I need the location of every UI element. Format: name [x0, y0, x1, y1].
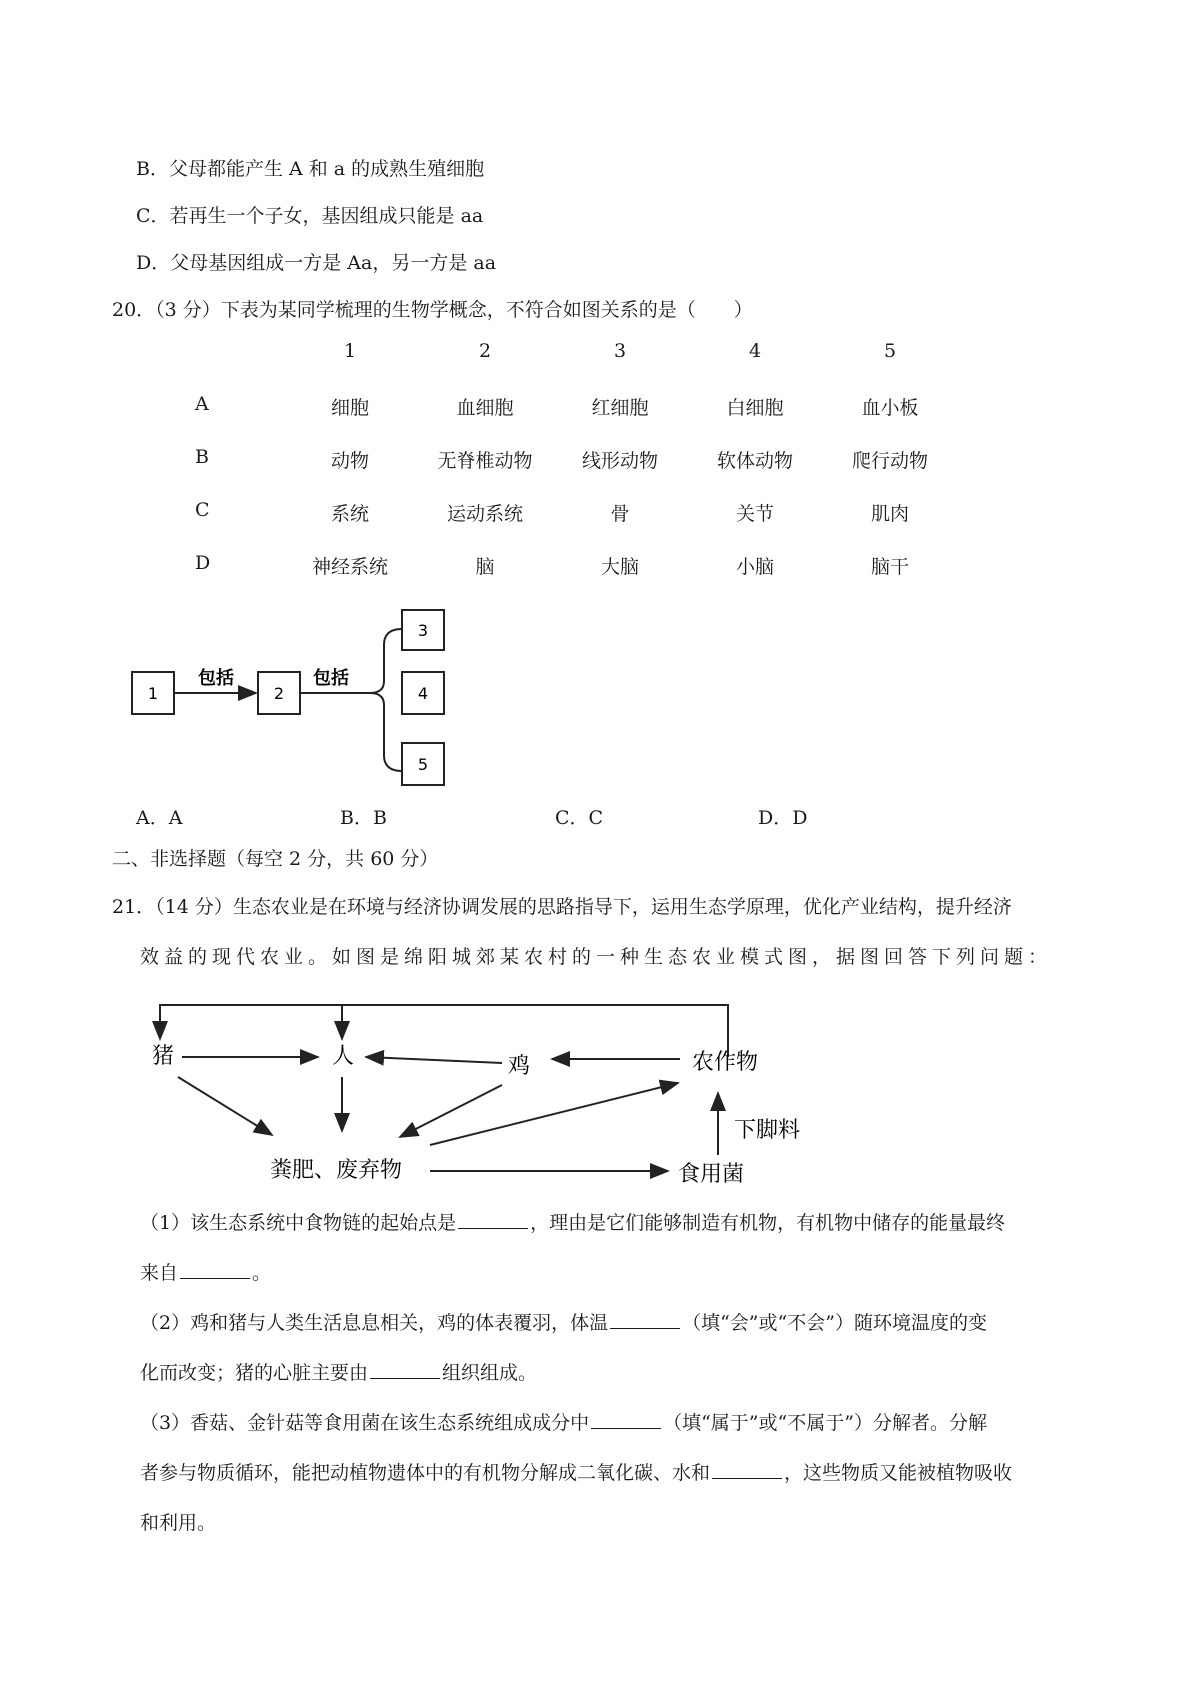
answer-blank[interactable] [370, 1377, 440, 1379]
table-header-cell: 4 [748, 340, 762, 362]
table-row [150, 446, 950, 499]
q21-sub3-line2 [140, 1464, 1012, 1483]
q19-option-c: C．若再生一个子女，基因组成只能是 aa [136, 205, 484, 227]
table-cell: 神经系统 [311, 556, 388, 578]
row-key: B [195, 446, 209, 468]
table-header-cell: 2 [478, 340, 492, 362]
answer-blank[interactable] [610, 1327, 680, 1329]
q20-answer-b: B．B [340, 807, 387, 829]
table-header-cell: 5 [883, 340, 897, 362]
table-cell: 爬行动物 [851, 450, 928, 472]
q21-sub1-line1 [140, 1214, 1005, 1233]
table-cell: 无脊椎动物 [437, 450, 533, 472]
table-cell: 白细胞 [726, 397, 784, 419]
row-key: D [195, 552, 211, 574]
table-cell: 血细胞 [456, 397, 514, 419]
q20-answer-a: A．A [136, 807, 183, 829]
table-cell: 大脑 [600, 556, 639, 578]
table-row [150, 499, 950, 552]
crops-label: 农作物 [692, 1050, 759, 1075]
q21-sub1-line2 [140, 1264, 271, 1283]
manure-label: 粪肥、废弃物 [270, 1158, 403, 1183]
pig-label: 猪 [152, 1044, 175, 1069]
table-cell: 血小板 [861, 397, 919, 419]
table-cell: 脑干 [870, 556, 909, 578]
q21-sub2-line1 [140, 1314, 987, 1333]
q21-sub3-text-a: （3）香菇、金针菇等食用菌在该生态系统组成成分中 [140, 1412, 590, 1434]
table-cell: 脑 [475, 556, 495, 578]
q20-answer-c: C．C [555, 807, 604, 829]
leftover-label: 下脚料 [734, 1118, 801, 1143]
eco-agriculture-diagram [140, 995, 820, 1195]
table-row [150, 552, 950, 605]
row-key: C [195, 499, 210, 521]
q21-sub2-text-b: （填“会”或“不会”）随环境温度的变 [682, 1312, 987, 1334]
table-cell: 红细胞 [591, 397, 649, 419]
concept-box-1-label: 1 [147, 684, 159, 703]
table-cell: 肌肉 [870, 503, 909, 525]
q19-option-b: B．父母都能产生 A 和 a 的成熟生殖细胞 [136, 158, 485, 180]
table-cell: 小脑 [735, 556, 774, 578]
pig-to-manure-arrow [178, 1077, 272, 1135]
crops-to-pig-arrow [160, 1005, 728, 1057]
q21-stem-line1: 21．（14 分）生态农业是在环境与经济协调发展的思路指导下，运用生态学原理，优化产业结构，提升经济 [112, 896, 1012, 918]
q21-sub1-text-d: 。 [252, 1262, 272, 1284]
manure-to-crops-arrow [430, 1083, 678, 1145]
concept-box-5-label: 5 [417, 755, 429, 774]
q21-sub2-text-d: 组织组成。 [442, 1362, 538, 1384]
concept-box-2-label: 2 [273, 684, 285, 703]
q21-sub3-text-c: 者参与物质循环，能把动植物遗体中的有机物分解成二氧化碳、水和 [140, 1462, 711, 1484]
arrow-label-2: 包括 [313, 668, 349, 689]
q21-sub2-text-c: 化而改变；猪的心脏主要由 [140, 1362, 369, 1384]
q21-stem-line2: 效益的现代农业。如图是绵阳城郊某农村的一种生态农业模式图，据图回答下列问题： [140, 946, 1053, 968]
section-title: 二、非选择题（每空 2 分，共 60 分） [112, 848, 439, 870]
q21-sub1-text-c: 来自 [140, 1262, 179, 1284]
q21-sub3-text-d: ，这些物质又能被植物吸收 [784, 1462, 1013, 1484]
concept-table [150, 340, 950, 605]
q21-sub2-line2 [140, 1364, 537, 1383]
q20-answer-d: D．D [758, 807, 808, 829]
q21-sub3-text-b: （填“属于”或“不属于”）分解者。分解 [663, 1412, 987, 1434]
table-header-cell: 1 [343, 340, 357, 362]
q21-sub3-line1 [140, 1414, 987, 1433]
answer-blank[interactable] [591, 1427, 661, 1429]
table-row [150, 393, 950, 446]
table-header-cell: 3 [613, 340, 627, 362]
chicken-label: 鸡 [508, 1054, 531, 1079]
row-key: A [195, 393, 209, 415]
table-cell: 线形动物 [581, 450, 658, 472]
table-header-row [150, 340, 950, 393]
q21-sub1-text-b: ，理由是它们能够制造有机物，有机物中储存的能量最终 [530, 1212, 1006, 1234]
table-cell: 系统 [330, 503, 369, 525]
table-cell: 动物 [330, 450, 369, 472]
table-cell: 软体动物 [716, 450, 793, 472]
answer-blank[interactable] [712, 1477, 782, 1479]
answer-blank[interactable] [180, 1277, 250, 1279]
answer-blank[interactable] [458, 1227, 528, 1229]
table-cell: 关节 [735, 503, 774, 525]
concept-box-3-label: 3 [417, 621, 429, 640]
table-cell: 细胞 [330, 397, 369, 419]
q21-sub3-line3: 和利用。 [140, 1512, 217, 1534]
q21-sub1-text-a: （1）该生态系统中食物链的起始点是 [140, 1212, 457, 1234]
table-cell: 骨 [610, 503, 630, 525]
concept-box-4-label: 4 [417, 684, 429, 703]
concept-relation-diagram [130, 605, 510, 790]
q19-option-d: D．父母基因组成一方是 Aa，另一方是 aa [136, 252, 497, 274]
chicken-to-manure-arrow [400, 1085, 502, 1137]
chicken-to-human-arrow [366, 1057, 502, 1063]
human-label: 人 [332, 1044, 355, 1069]
q21-sub2-text-a: （2）鸡和猪与人类生活息息相关，鸡的体表覆羽，体温 [140, 1312, 609, 1334]
arrow-label-1: 包括 [198, 668, 234, 689]
fungi-label: 食用菌 [678, 1162, 745, 1187]
table-cell: 运动系统 [446, 503, 523, 525]
q20-stem: 20．（3 分）下表为某同学梳理的生物学概念，不符合如图关系的是（ ） [112, 299, 753, 321]
brace [370, 629, 402, 771]
